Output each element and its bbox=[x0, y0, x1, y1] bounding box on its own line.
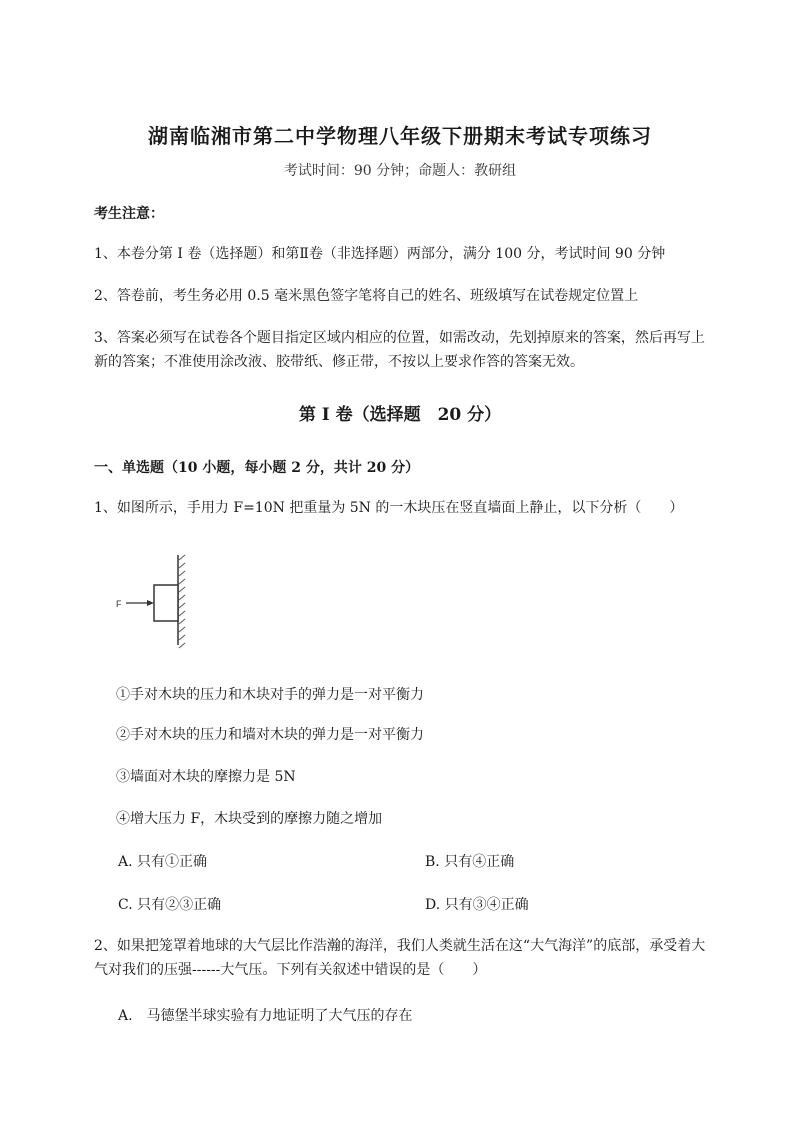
question-2-option-a: A. 马德堡半球实验有力地证明了大气压的存在 bbox=[118, 1008, 413, 1024]
wall bbox=[178, 555, 185, 648]
question-1-stem: 1、如图所示，手用力 F=10N 把重量为 5N 的一木块压在竖直墙面上静止，以下分析（ ） bbox=[94, 500, 684, 516]
section-heading: 第 I 卷（选择题 20 分） bbox=[298, 405, 502, 425]
option-d: D. 只有③④正确 bbox=[425, 897, 529, 913]
notice-item-3: 3、答案必须写在试卷各个题目指定区域内相应的位置，如需改动，先划掉原来的答案，然后再写上新的答案；不准使用涂改液、胶带纸、修正带，不按以上要求作答的答案无效。 bbox=[94, 330, 705, 370]
notice-item-2: 2、答卷前，考生务必用 0.5 毫米黑色签字笔将自己的姓名、班级填写在试卷规定位置上 bbox=[94, 288, 639, 304]
statement-4: ④增大压力 F，木块受到的摩擦力随之增加 bbox=[116, 811, 383, 827]
notice-item-1: 1、本卷分第 I 卷（选择题）和第Ⅱ卷（非选择题）两部分，满分 100 分，考试时间 90 分钟 bbox=[94, 246, 666, 262]
option-a: A. 只有①正确 bbox=[118, 854, 208, 870]
wooden-block bbox=[154, 585, 178, 621]
page-title: 湖南临湘市第二中学物理八年级下册期末考试专项练习 bbox=[148, 124, 652, 148]
statement-2: ②手对木块的压力和墙对木块的弹力是一对平衡力 bbox=[116, 727, 424, 743]
exam-info: 考试时间：90 分钟；命题人：教研组 bbox=[283, 163, 517, 179]
option-b: B. 只有④正确 bbox=[425, 854, 515, 870]
part-heading: 一、单选题（10 小题，每小题 2 分，共计 20 分） bbox=[94, 460, 420, 476]
force-label: F bbox=[116, 599, 122, 609]
notice-heading: 考生注意： bbox=[94, 206, 164, 222]
force-diagram bbox=[112, 550, 202, 650]
question-2-stem: 2、如果把笼罩着地球的大气层比作浩瀚的海洋，我们人类就生活在这“大气海洋”的底部，承受着大气对我们的压强------大气压。下列有关叙述中错误的是（ ） bbox=[94, 938, 706, 978]
statement-3: ③墙面对木块的摩擦力是 5N bbox=[116, 769, 296, 785]
statement-1: ①手对木块的压力和木块对手的弹力是一对平衡力 bbox=[116, 687, 424, 703]
option-c: C. 只有②③正确 bbox=[118, 897, 222, 913]
